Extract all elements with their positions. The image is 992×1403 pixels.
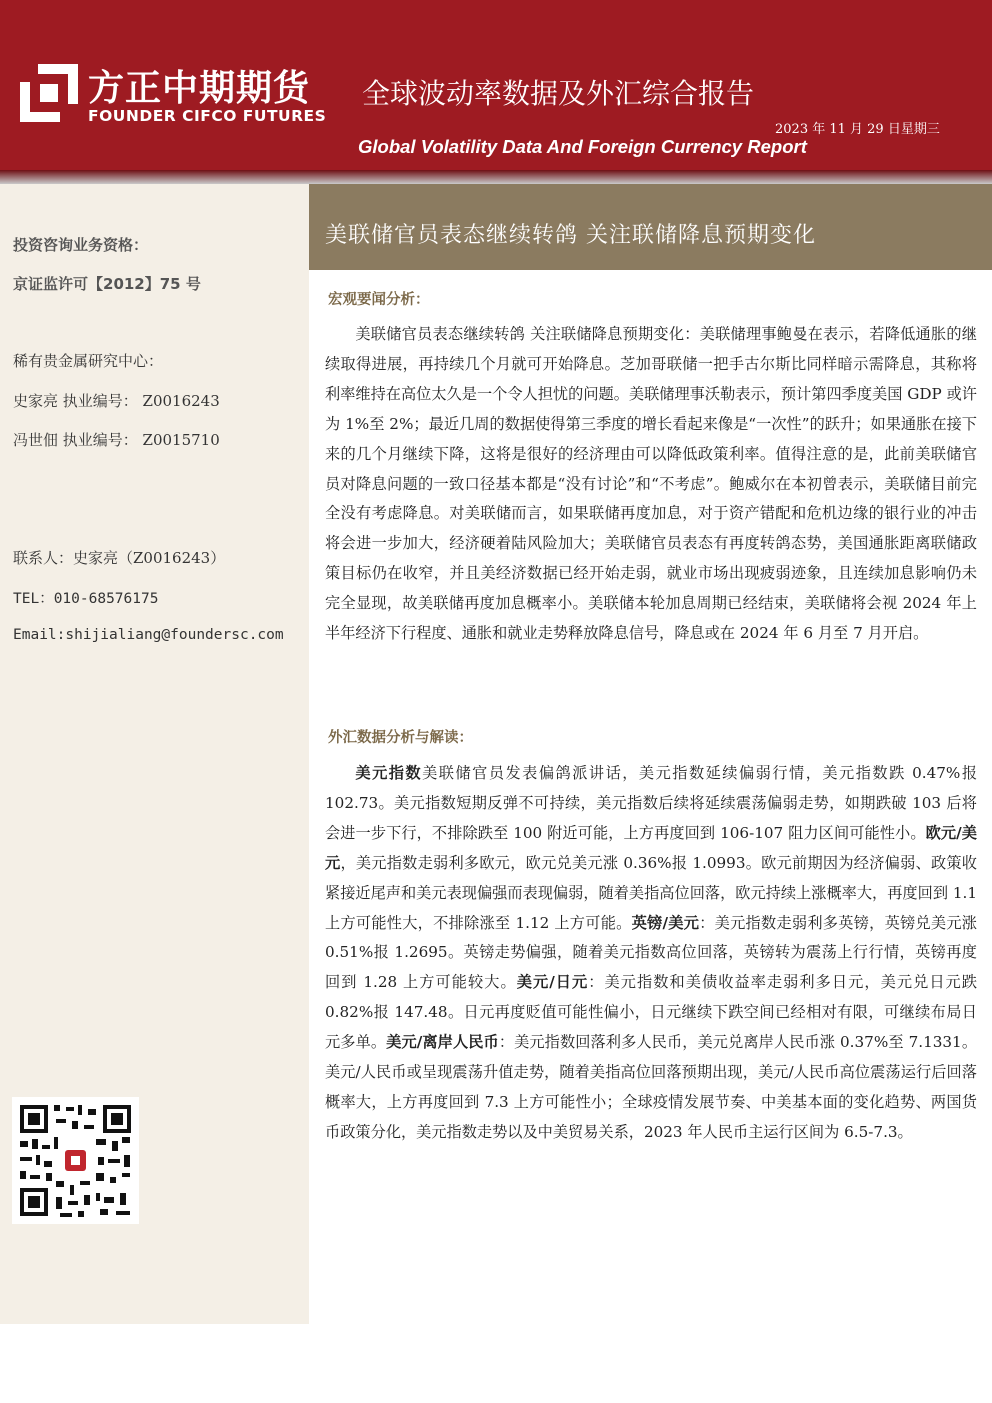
contact-person: 联系人：史家亮（Z0016243） <box>13 549 226 567</box>
fx-label-usd-index: 美元指数 <box>355 764 423 782</box>
analyst-1: 史家亮 执业编号： Z0016243 <box>13 392 220 410</box>
qualification-label: 投资咨询业务资格： <box>13 236 149 254</box>
analyst-2: 冯世佃 执业编号： Z0015710 <box>13 431 220 449</box>
fx-label-usdjpy: 美元/日元 <box>516 973 589 992</box>
report-header <box>0 0 992 170</box>
fx-text-gbpusd: ：美元指数走弱利多英镑，英镑兑美元涨 0.51%报 1.2695。英镑走势偏强，随着美元指数高位回落，英镑转为震荡上行行情，英镑再度回到 1.28 上方可能较大。 <box>325 913 977 992</box>
research-center: 稀有贵金属研究中心： <box>13 352 164 370</box>
fx-label-eurusd: 欧元/美元 <box>325 823 977 872</box>
fx-label-usdcnh: 美元/离岸人民币 <box>386 1033 499 1052</box>
report-date: 2023 年 11 月 29 日星期三 <box>775 122 940 137</box>
brand-name-en: FOUNDER CIFCO FUTURES <box>88 107 327 125</box>
report-subtitle: Global Volatility Data And Foreign Currency Report <box>358 136 807 157</box>
macro-heading: 宏观要闻分析： <box>328 291 430 308</box>
fx-heading: 外汇数据分析与解读： <box>328 729 473 746</box>
headline-bar <box>309 184 992 270</box>
contact-tel: TEL：010-68576175 <box>13 591 159 607</box>
fx-text-eurusd: ，美元指数走弱利多欧元，欧元兑美元涨 0.36%报 1.0993。欧元前期因为经济偏弱、政策收紧接近尾声和美元表现偏强而表现偏弱，随着美指高位回落，欧元持续上涨概率大，再度回到 1.1 上方可能性大，不排除涨至 1.12 上方可能。 <box>325 853 977 932</box>
fx-text-usd-index: 美联储官员发表偏鸽派讲话，美元指数延续偏弱行情，美元指数跌 0.47%报 102.73。美元指数短期反弹不可持续，美元指数后续将延续震荡偏弱走势，如期跌破 103 后将会进一步下行，不排除跌至 100 附近可能，上方再度回到 106-107 阻力区间可能性小。 <box>325 764 978 842</box>
macro-paragraph: 美联储官员表态继续转鸽 关注联储降息预期变化：美联储理事鲍曼在表示，若降低通胀的继续取得进展，再持续几个月就可开始降息。芝加哥联储一把手古尔斯比同样暗示需降息，其称将利率维持在高位太久是一个令人担忧的问题。美联储理事沃勒表示，预计第四季度美国 GDP 或许为 1%至 2%；最近几周的数据使得第三季度的增长看起来像是“一次性”的跃升；如果通胀在接下来的几个月继续下降，这将是很好的经济理由可以降低政策利率。值得注意的是，此前美联储官员对降息问题的一致口径基本都是“没有讨论”和“不考虑”。鲍威尔在本初曾表示，美联储目前完全没有考虑降息。对美联储而言，如果联储再度加息，对于资产错配和危机边缘的银行业的冲击将会进一步加大，经济硬着陆风险加大；美联储官员表态有再度转鸽态势，美国通胀距离联储政策目标仍在收窄，并且美经济数据已经开始走弱，就业市场出现疲弱迹象，且连续加息影响仍未完全显现，故美联储再度加息概率小。美联储本轮加息周期已经结束，美联储将会视 2024 年上半年经济下行程度、通胀和就业走势释放降息信号，降息或在 2024 年 6 月至 7 月开启。 <box>325 325 977 643</box>
report-title: 全球波动率数据及外汇综合报告 <box>362 77 755 110</box>
fx-paragraph <box>325 759 977 1148</box>
brand-name-cn: 方正中期期货 <box>88 68 311 109</box>
license-number: 京证监许可【2012】75 号 <box>13 275 201 293</box>
qr-code <box>12 1097 139 1224</box>
founder-logo-icon <box>20 64 78 122</box>
contact-email[interactable]: Email:shijialiang@foundersc.com <box>13 627 284 643</box>
fx-text-usdjpy: ：美元指数和美债收益率走弱利多日元，美元兑日元跌 0.82%报 147.48。日元再度贬值可能性偏小，日元继续下跌空间已经相对有限，可继续布局日元多单。 <box>325 973 977 1052</box>
headline: 美联储官员表态继续转鸽 关注联储降息预期变化 <box>325 223 816 248</box>
fx-label-gbpusd: 英镑/美元 <box>631 913 700 932</box>
header-divider <box>0 170 992 184</box>
fx-text-usdcnh: ：美元指数回落利多人民币，美元兑离岸人民币涨 0.37%至 7.1331。美元/人民币或呈现震荡升值走势，随着美指高位回落预期出现，美元/人民币高位震荡运行后回落概率大，上方再度回到 7.3 上方可能性小；全球疫情发展节奏、中美基本面的变化趋势、两国货币政策分化，美元指数走势以及中美贸易关系，2023 年人民币主运行区间为 6.5-7.3。 <box>325 1033 978 1141</box>
